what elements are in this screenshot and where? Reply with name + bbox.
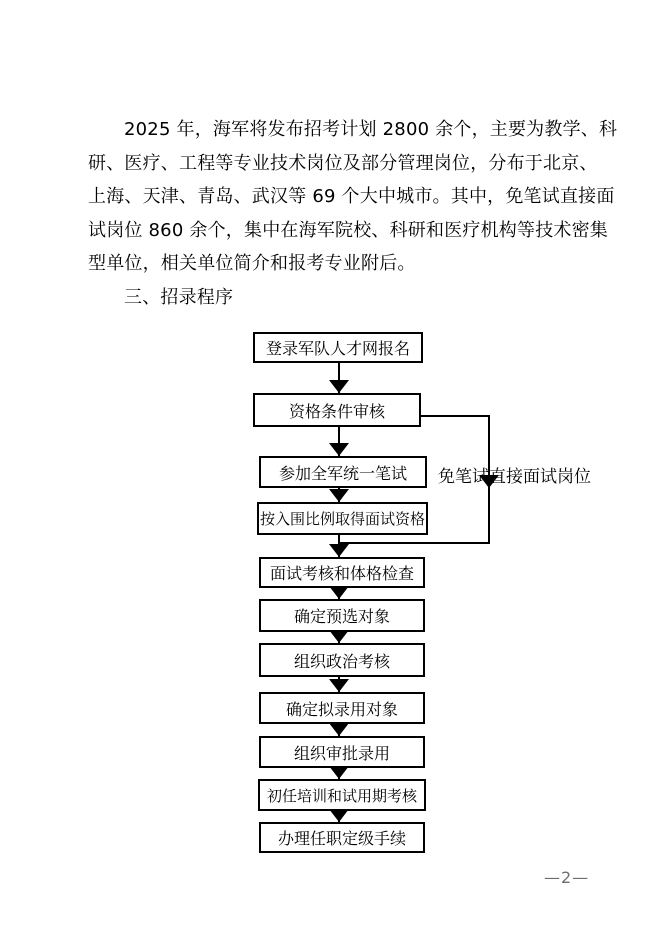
flow-node-interview-qualification: 按入围比例取得面试资格 xyxy=(257,502,428,535)
arrow-down-icon xyxy=(329,443,349,456)
flow-node-preselection: 确定预选对象 xyxy=(259,599,425,632)
flow-node-interview-physical-exam: 面试考核和体格检查 xyxy=(259,557,425,588)
arrow-down-icon xyxy=(329,380,349,393)
flow-node-written-exam: 参加全军统一笔试 xyxy=(259,456,427,488)
paragraph-line: 试岗位 860 余个，集中在海军院校、科研和医疗机构等技术密集 xyxy=(88,219,608,241)
flow-node-approval-hiring: 组织审批录用 xyxy=(259,736,425,768)
arrow-down-icon xyxy=(329,809,349,822)
bypass-branch-label: 免笔试直接面试岗位 xyxy=(438,467,591,487)
arrow-down-icon xyxy=(329,586,349,599)
section-heading: 三、招录程序 xyxy=(124,286,234,308)
arrow-down-icon xyxy=(329,544,349,557)
arrow-down-icon xyxy=(329,630,349,643)
paragraph-line: 研、医疗、工程等专业技术岗位及部分管理岗位，分布于北京、 xyxy=(88,152,598,174)
flow-node-appointment-grading: 办理任职定级手续 xyxy=(259,822,425,853)
paragraph-line: 上海、天津、青岛、武汉等 69 个大中城市。其中，免笔试直接面 xyxy=(88,186,615,207)
flow-node-login-registration: 登录军队人才网报名 xyxy=(253,332,423,363)
arrow-down-icon xyxy=(329,489,349,502)
flow-node-qualification-review: 资格条件审核 xyxy=(253,393,421,427)
arrow-down-icon xyxy=(329,679,349,692)
flow-node-training-probation: 初任培训和试用期考核 xyxy=(258,779,426,811)
bypass-line-top xyxy=(421,415,490,417)
arrow-down-icon xyxy=(329,723,349,736)
arrow-down-icon xyxy=(329,766,349,779)
flow-node-proposed-hire: 确定拟录用对象 xyxy=(259,692,425,724)
page-number: —2— xyxy=(544,868,590,887)
flow-node-political-assessment: 组织政治考核 xyxy=(259,643,425,677)
bypass-line-merge xyxy=(338,542,490,544)
paragraph-line: 2025 年，海军将发布招考计划 2800 余个，主要为教学、科 xyxy=(124,119,618,140)
paragraph-line: 型单位，相关单位简介和报考专业附后。 xyxy=(88,253,416,274)
